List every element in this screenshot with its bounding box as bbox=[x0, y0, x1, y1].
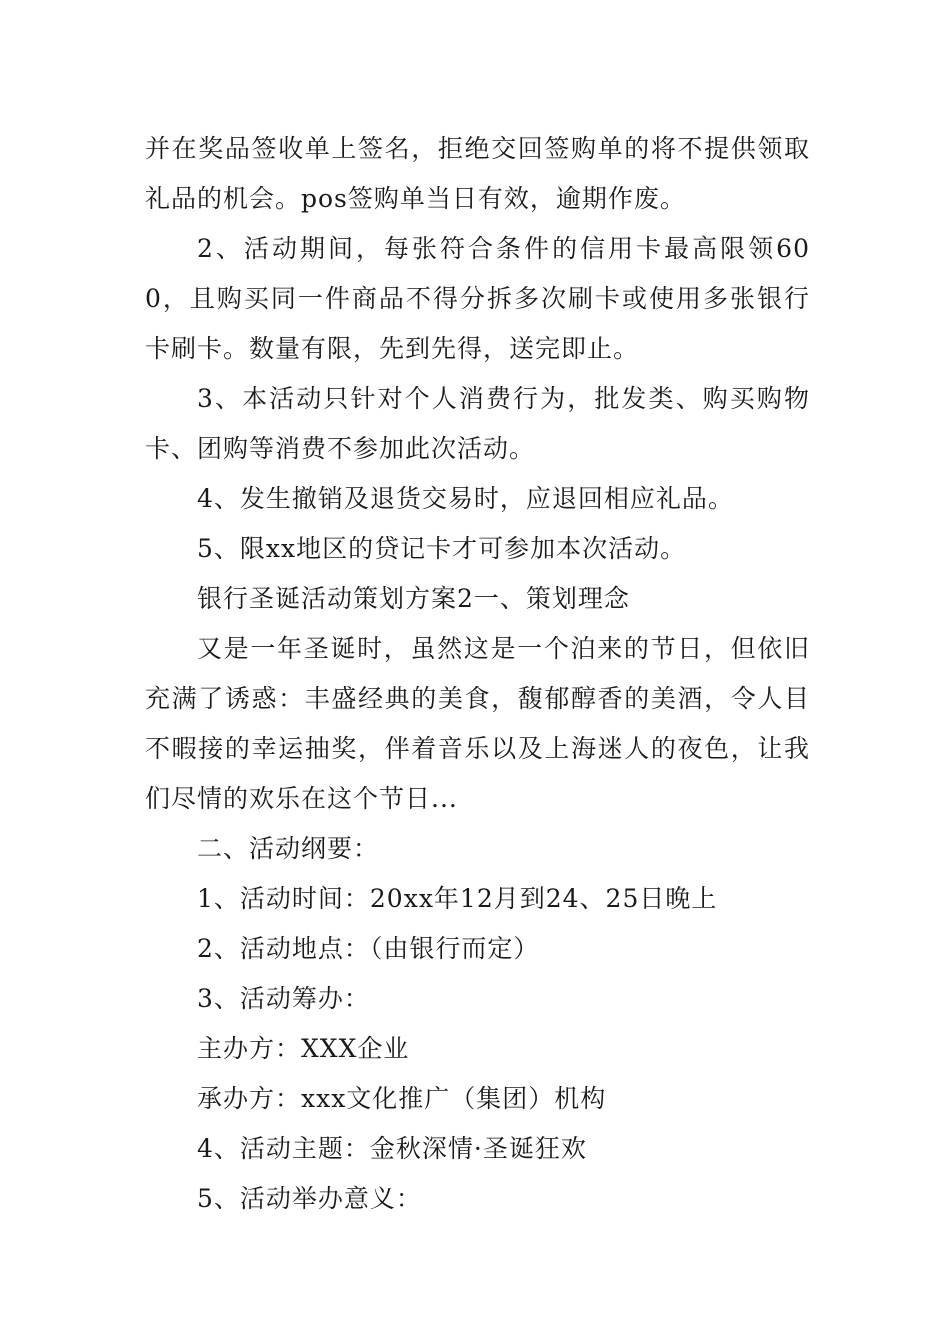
paragraph-concept: 又是一年圣诞时，虽然这是一个泊来的节日，但依旧充满了诱惑：丰盛经典的美食，馥郁醇香的美酒，令人目不暇接的幸运抽奖，伴着音乐以及上海迷人的夜色，让我们尽情的欢乐在这个节日... bbox=[145, 634, 810, 813]
list-item-undertaker: 承办方：xxx文化推广（集团）机构 bbox=[197, 1084, 607, 1113]
paragraph-rule-2: 2、活动期间，每张符合条件的信用卡最高限领600，且购买同一件商品不得分拆多次刷卡或使用多张银行卡刷卡。数量有限，先到先得，送完即止。 bbox=[145, 234, 810, 363]
paragraph-continuation: 并在奖品签收单上签名，拒绝交回签购单的将不提供领取礼品的机会。pos签购单当日有效，逾期作废。 bbox=[145, 134, 810, 213]
list-item-theme: 4、活动主题：金秋深情·圣诞狂欢 bbox=[197, 1134, 587, 1163]
section-heading-outline: 二、活动纲要： bbox=[197, 834, 380, 863]
list-item-organizers: 3、活动筹办： bbox=[197, 984, 370, 1013]
paragraph-rule-3: 3、本活动只针对个人消费行为，批发类、购买购物卡、团购等消费不参加此次活动。 bbox=[145, 384, 810, 463]
document-body bbox=[145, 124, 810, 1224]
list-item-host: 主办方：XXX企业 bbox=[197, 1034, 410, 1063]
list-item-location: 2、活动地点：（由银行而定） bbox=[197, 934, 540, 963]
paragraph-rule-4: 4、发生撤销及退货交易时，应退回相应礼品。 bbox=[197, 484, 734, 513]
list-item-significance: 5、活动举办意义： bbox=[197, 1184, 422, 1213]
paragraph-rule-5: 5、限xx地区的贷记卡才可参加本次活动。 bbox=[197, 534, 687, 563]
list-item-time: 1、活动时间：20xx年12月到24、25日晚上 bbox=[197, 884, 718, 913]
section-heading-plan-2: 银行圣诞活动策划方案2一、策划理念 bbox=[197, 584, 630, 613]
